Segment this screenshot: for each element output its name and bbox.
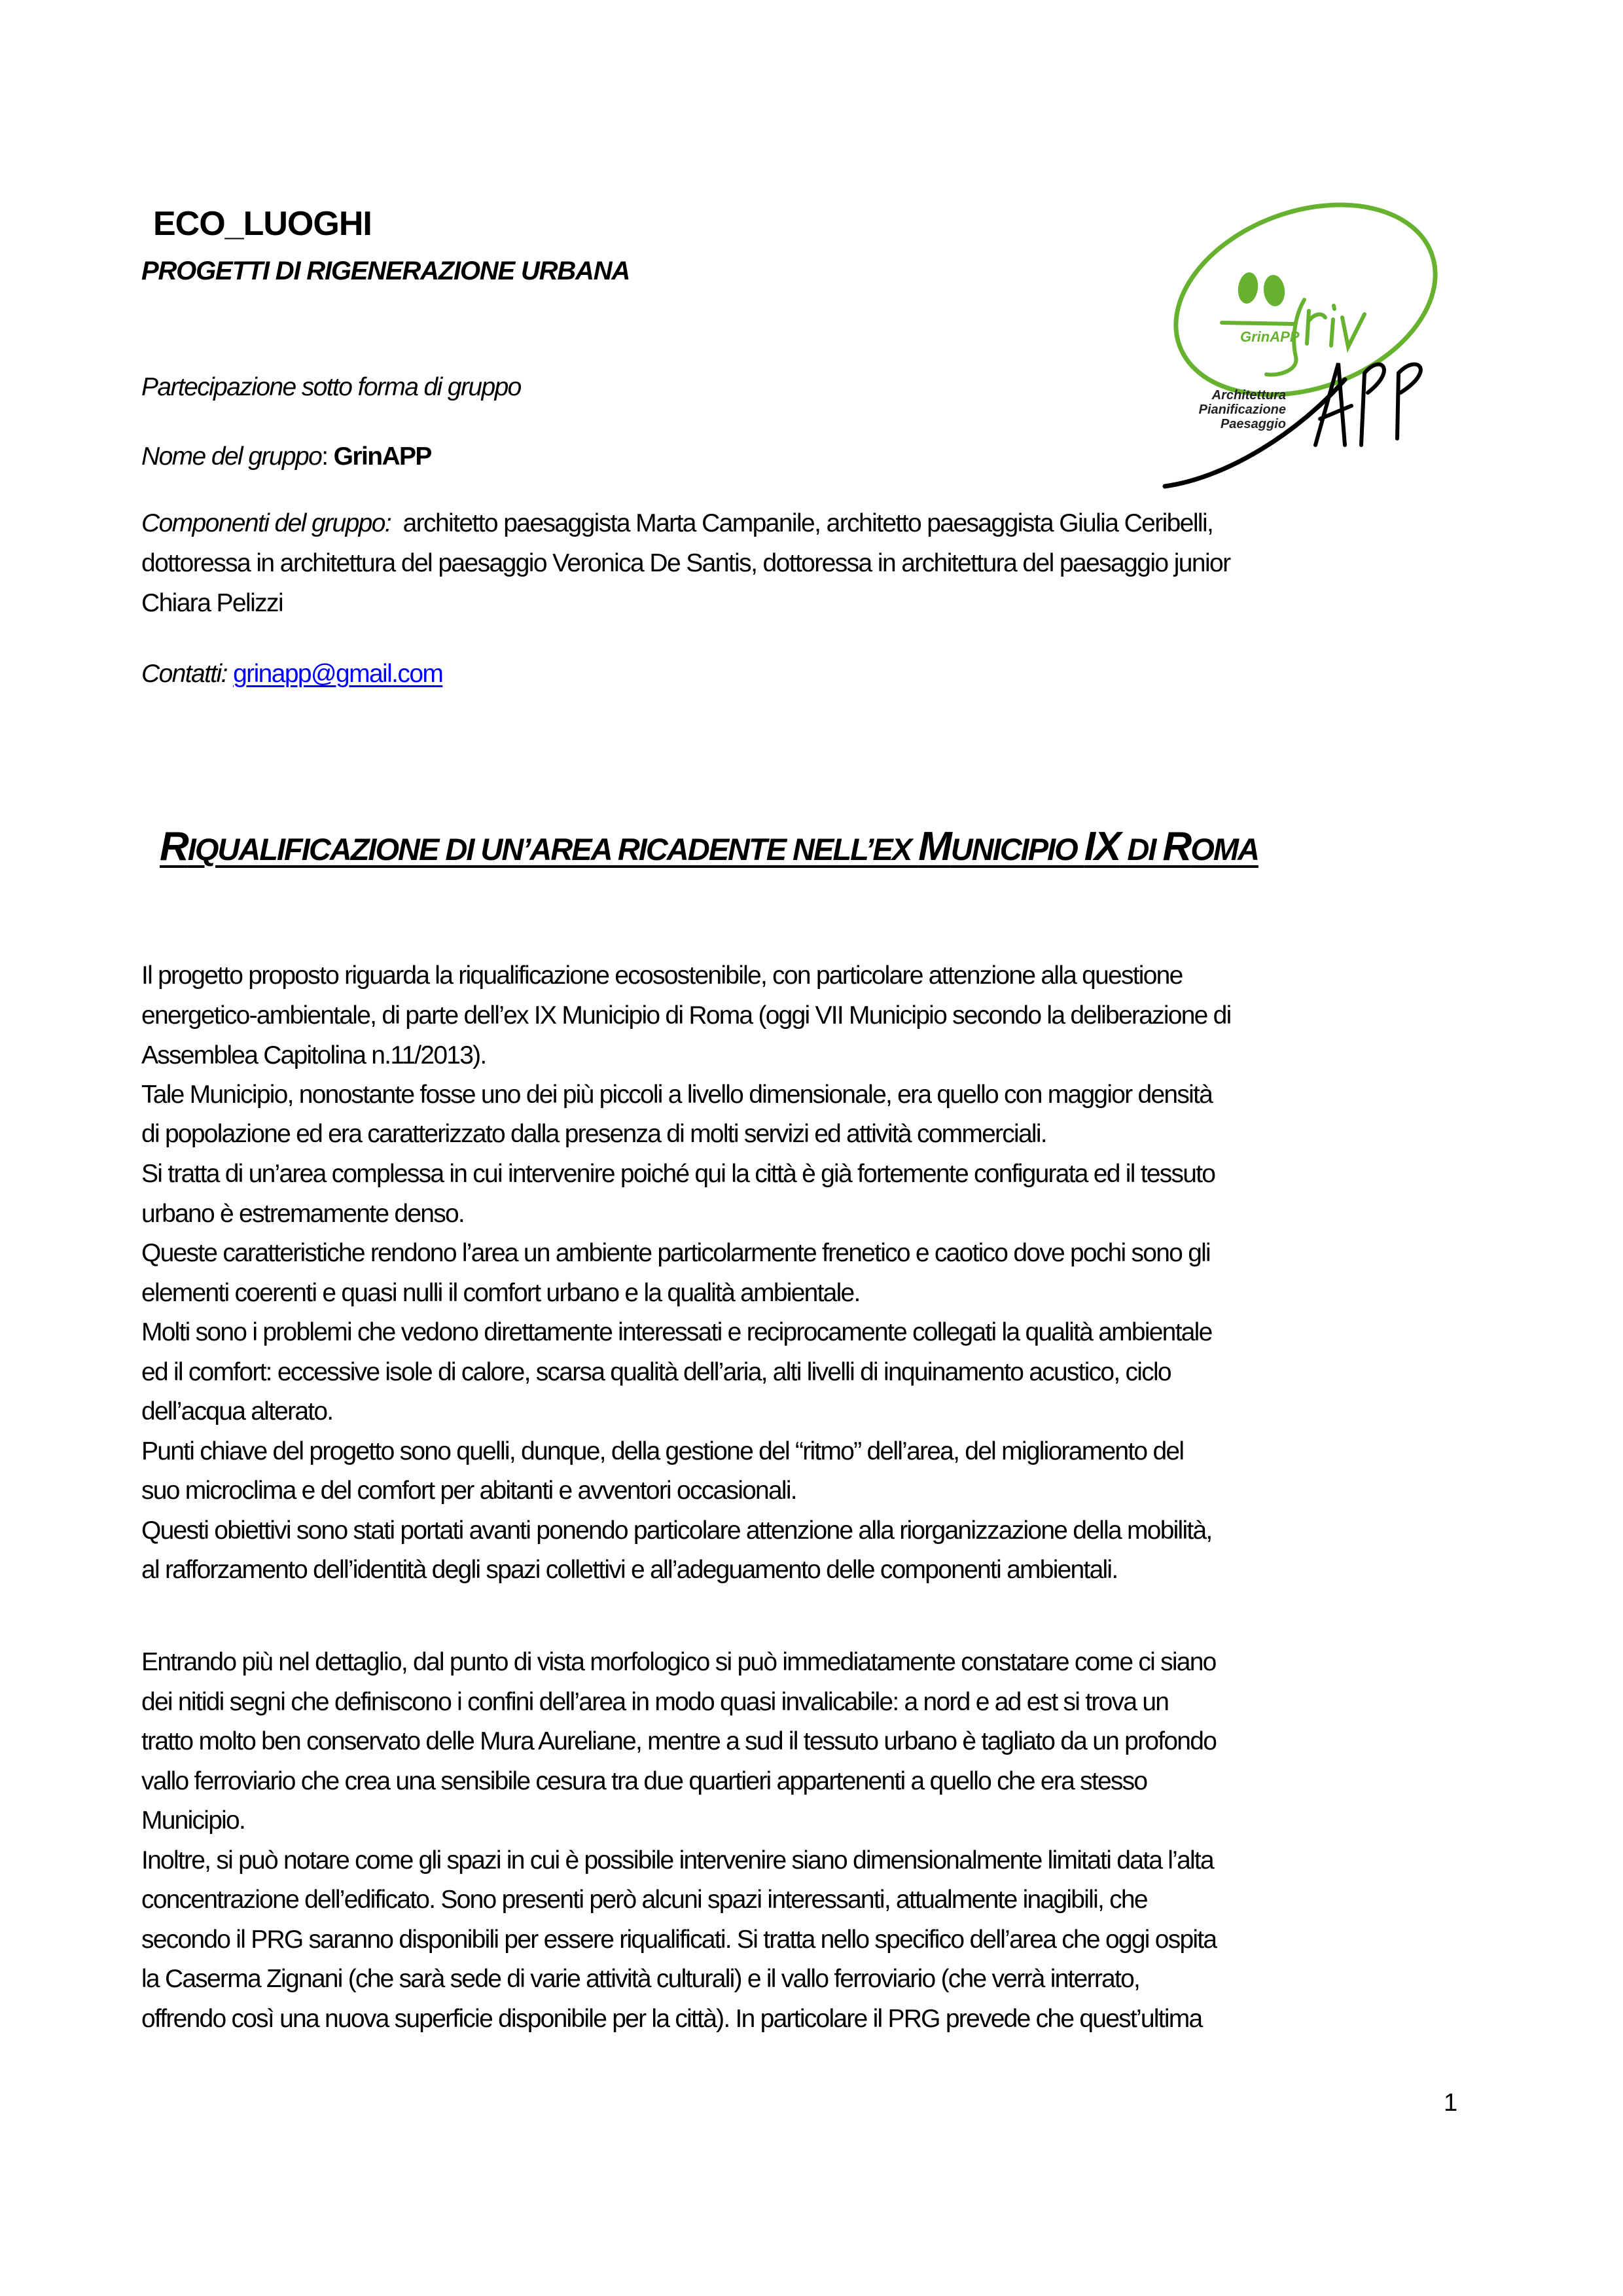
members-line-2: dottoressa in architettura del paesaggio Veronica De Santis, dottoressa in architettura del paesaggio junior bbox=[141, 549, 1230, 577]
body-line: Inoltre, si può notare come gli spazi in cui è possibile intervenire siano dimensionalmente limitati data l’alta bbox=[141, 1846, 1213, 1874]
title-cap-2: M bbox=[918, 824, 951, 869]
body-line: secondo il PRG saranno disponibili per essere riqualificati. Si tratta nello specifico dell’area che oggi ospita bbox=[141, 1926, 1217, 1954]
body-line: di popolazione ed era caratterizzato dalla presenza di molti servizi ed attività commerciali. bbox=[141, 1120, 1046, 1148]
group-name-line bbox=[141, 442, 431, 471]
contacts-label: Contatti: bbox=[141, 660, 227, 688]
body-line: Questi obiettivi sono stati portati avanti ponendo particolare attenzione alla riorganizzazione della mobilità, bbox=[141, 1516, 1212, 1545]
members-label: Componenti del gruppo: bbox=[141, 509, 391, 537]
logo-tagline-2: Pianificazione bbox=[1198, 403, 1286, 417]
grinapp-logo bbox=[1149, 183, 1463, 497]
title-cap-4: R bbox=[1162, 824, 1191, 869]
body-line: ed il comfort: eccessive isole di calore, scarsa qualità dell’aria, alti livelli di inquinamento acustico, ciclo bbox=[141, 1358, 1171, 1386]
body-line: Tale Municipio, nonostante fosse uno dei più piccoli a livello dimensionale, era quello con maggior densità bbox=[141, 1081, 1213, 1109]
title-rest-4: OMA bbox=[1190, 832, 1258, 867]
right-eye-icon bbox=[1262, 274, 1287, 307]
title-rest-1: IQUALIFICAZIONE DI UN’AREA RICADENTE NELL’EX bbox=[187, 832, 919, 867]
body-line: dei nitidi segni che definiscono i confini dell’area in modo quasi invalicabile: a nord e ad est si trova un bbox=[141, 1688, 1169, 1716]
body-line: Assemblea Capitolina n.11/2013). bbox=[141, 1041, 486, 1069]
body-line: dell’acqua alterato. bbox=[141, 1397, 333, 1426]
logo-small-text: GrinAPP bbox=[1240, 329, 1300, 345]
members-line-3: Chiara Pelizzi bbox=[141, 589, 283, 617]
left-eye-icon bbox=[1236, 271, 1260, 305]
group-name-sep: : bbox=[321, 442, 334, 471]
body-line: urbano è estremamente denso. bbox=[141, 1200, 465, 1228]
body-line: Il progetto proposto riguarda la riqualificazione ecosostenibile, con particolare attenzione alla questione bbox=[141, 961, 1183, 990]
logo-tagline-3: Paesaggio bbox=[1220, 417, 1286, 431]
participation-line bbox=[141, 373, 521, 402]
title-rest-2: UNICIPIO bbox=[950, 832, 1084, 867]
body-line: Municipio. bbox=[141, 1806, 245, 1835]
body-line: vallo ferroviario che crea una sensibile cesura tra due quartieri appartenenti a quello che era stesso bbox=[141, 1767, 1147, 1795]
group-name-label: Nome del gruppo bbox=[141, 442, 322, 471]
body-line: elementi coerenti e quasi nulli il comfort urbano e la qualità ambientale. bbox=[141, 1279, 860, 1307]
document-subheading: PROGETTI DI RIGENERAZIONE URBANA bbox=[141, 257, 630, 285]
body-line: offrendo così una nuova superficie disponibile per la città). In particolare il PRG prevede che quest’ultima bbox=[141, 2005, 1202, 2033]
contacts-email-link[interactable]: grinapp@gmail.com bbox=[233, 660, 443, 688]
body-line: Si tratta di un’area complessa in cui intervenire poiché qui la città è già fortemente configurata ed il tessuto bbox=[141, 1160, 1215, 1188]
body-line: Queste caratteristiche rendono l’area un ambiente particolarmente frenetico e caotico dove pochi sono gli bbox=[141, 1239, 1210, 1267]
body-line: al rafforzamento dell’identità degli spazi collettivi e all’adeguamento delle componenti ambientali. bbox=[141, 1556, 1118, 1584]
title-rest-3: DI bbox=[1120, 832, 1163, 867]
participation-text: Partecipazione sotto forma di gruppo bbox=[141, 373, 521, 401]
members-text-1: architetto paesaggista Marta Campanile, architetto paesaggista Giulia Ceribelli, bbox=[391, 509, 1213, 537]
contacts-line bbox=[141, 660, 442, 689]
document-heading: ECO_LUOGHI bbox=[153, 205, 372, 243]
title-cap-3: IX bbox=[1084, 824, 1120, 869]
body-line: Entrando più nel dettaglio, dal punto di vista morfologico si può immediatamente constatare come ci siano bbox=[141, 1648, 1216, 1676]
project-title bbox=[160, 823, 1258, 870]
page-number: 1 bbox=[1444, 2089, 1458, 2117]
body-line: suo microclima e del comfort per abitanti e avventori occasionali. bbox=[141, 1477, 796, 1505]
title-cap-1: R bbox=[160, 824, 188, 869]
body-line: Molti sono i problemi che vedono direttamente interessati e reciprocamente collegati la qualità ambientale bbox=[141, 1318, 1212, 1346]
group-name-value: GrinAPP bbox=[333, 442, 431, 471]
body-line: tratto molto ben conservato delle Mura Aureliane, mentre a sud il tessuto urbano è tagliato da un profondo bbox=[141, 1727, 1217, 1755]
body-line: la Caserma Zignani (che sarà sede di varie attività culturali) e il vallo ferroviario (che verrà interrato, bbox=[141, 1965, 1140, 1993]
body-line: Punti chiave del progetto sono quelli, dunque, della gestione del “ritmo” dell’area, del miglioramento del bbox=[141, 1437, 1184, 1465]
members-line-1 bbox=[141, 509, 1213, 538]
logo-tagline-1: Architettura bbox=[1211, 388, 1286, 403]
body-line: energetico-ambientale, di parte dell’ex IX Municipio di Roma (oggi VII Municipio secondo la deliberazione di bbox=[141, 1001, 1231, 1030]
body-line: concentrazione dell’edificato. Sono presenti però alcuni spazi interessanti, attualmente inagibili, che bbox=[141, 1886, 1147, 1914]
